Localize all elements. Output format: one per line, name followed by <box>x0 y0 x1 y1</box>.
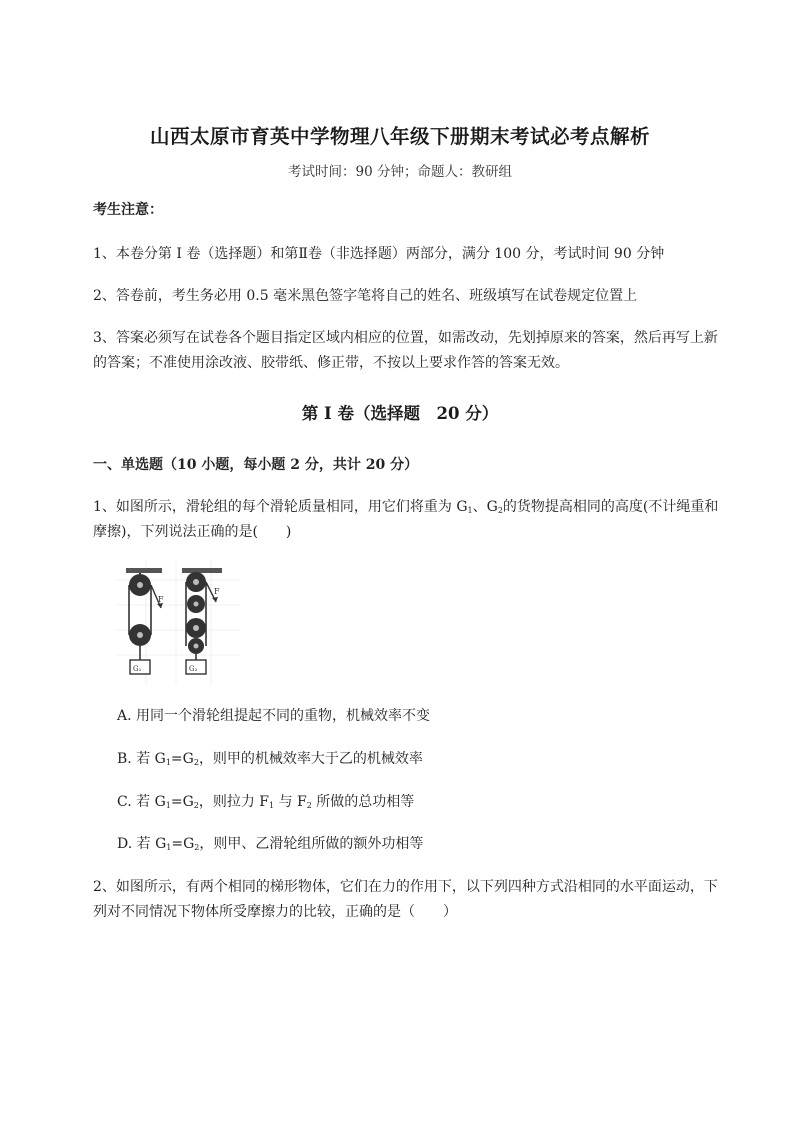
q1-option-a: A. 用同一个滑轮组提起不同的重物，机械效率不变 <box>117 708 431 724</box>
optB-sub-1: 1 <box>165 758 171 767</box>
q1-text-c: 的货物提高相同的高度(不计绳重和 <box>502 499 719 515</box>
question-2-line-1: 2、如图所示，有两个相同的梯形物体，它们在力的作用下，以下列四种方式沿相同的水平面运动，下 <box>93 879 718 895</box>
q1-sub-2: 2 <box>497 506 503 515</box>
q1-text-b: 、G <box>472 499 498 515</box>
optC-text-4: 与 F <box>274 794 307 810</box>
page-title: 山西太原市育英中学物理八年级下册期末考试必考点解析 <box>149 125 650 148</box>
optB-sub-2: 2 <box>193 758 199 767</box>
force-label-2: F <box>214 587 220 596</box>
optC-text-1: C. 若 G <box>117 794 166 810</box>
weight-label-1: G₁ <box>133 665 142 673</box>
optC-sub-3: 1 <box>269 801 275 810</box>
exam-info: 考试时间：90 分钟；命题人：教研组 <box>288 164 512 180</box>
force-label-1: F <box>158 595 164 604</box>
ceiling-left <box>126 568 162 573</box>
optC-sub-4: 2 <box>306 801 312 810</box>
optD-text-1: D. 若 G <box>117 836 167 852</box>
q1-sub-1: 1 <box>467 506 473 515</box>
optD-text-3: ，则甲、乙滑轮组所做的额外功相等 <box>199 836 424 852</box>
optC-sub-1: 1 <box>165 801 171 810</box>
q1-option-c <box>117 790 414 818</box>
optC-text-3: ，则拉力 F <box>198 794 270 810</box>
optC-text-5: 所做的总功相等 <box>311 794 415 810</box>
notice-item-3-line-1: 3、答案必须写在试卷各个题目指定区域内相应的位置，如需改动，先划掉原来的答案，然后再写上新 <box>93 330 718 346</box>
weight-label-2: G₂ <box>189 665 198 673</box>
notice-item-3-line-2: 的答案；不准使用涂改液、胶带纸、修正带，不按以上要求作答的答案无效。 <box>93 355 569 371</box>
question-2-line-2: 列对不同情况下物体所受摩擦力的比较，正确的是（ ） <box>93 904 457 920</box>
q1-option-d <box>117 832 423 860</box>
optB-text-1: B. 若 G <box>117 751 166 767</box>
optC-text-2: =G <box>170 794 194 810</box>
q1-text-a: 1、如图所示，滑轮组的每个滑轮质量相同，用它们将重为 G <box>93 499 468 515</box>
optC-sub-2: 2 <box>193 801 199 810</box>
section-title: 第 I 卷（选择题 20 分） <box>301 404 499 423</box>
optD-text-2: =G <box>171 836 195 852</box>
optB-text-3: ，则甲的机械效率大于乙的机械效率 <box>198 751 423 767</box>
pulley-figure <box>116 560 241 685</box>
part-heading: 一、单选题（10 小题，每小题 2 分，共计 20 分） <box>93 457 419 473</box>
q1-option-b <box>117 747 423 775</box>
notice-heading: 考生注意： <box>93 202 163 218</box>
optD-sub-1: 1 <box>166 843 172 852</box>
ceiling-right <box>182 568 222 573</box>
optD-sub-2: 2 <box>194 843 200 852</box>
notice-item-1: 1、本卷分第 I 卷（选择题）和第Ⅱ卷（非选择题）两部分，满分 100 分，考试时间 90 分钟 <box>93 246 665 262</box>
optB-text-2: =G <box>170 751 194 767</box>
question-1-line-2: 摩擦)，下列说法正确的是( ) <box>93 524 292 540</box>
notice-item-2: 2、答卷前，考生务必用 0.5 毫米黑色签字笔将自己的姓名、班级填写在试卷规定位置上 <box>93 288 638 304</box>
